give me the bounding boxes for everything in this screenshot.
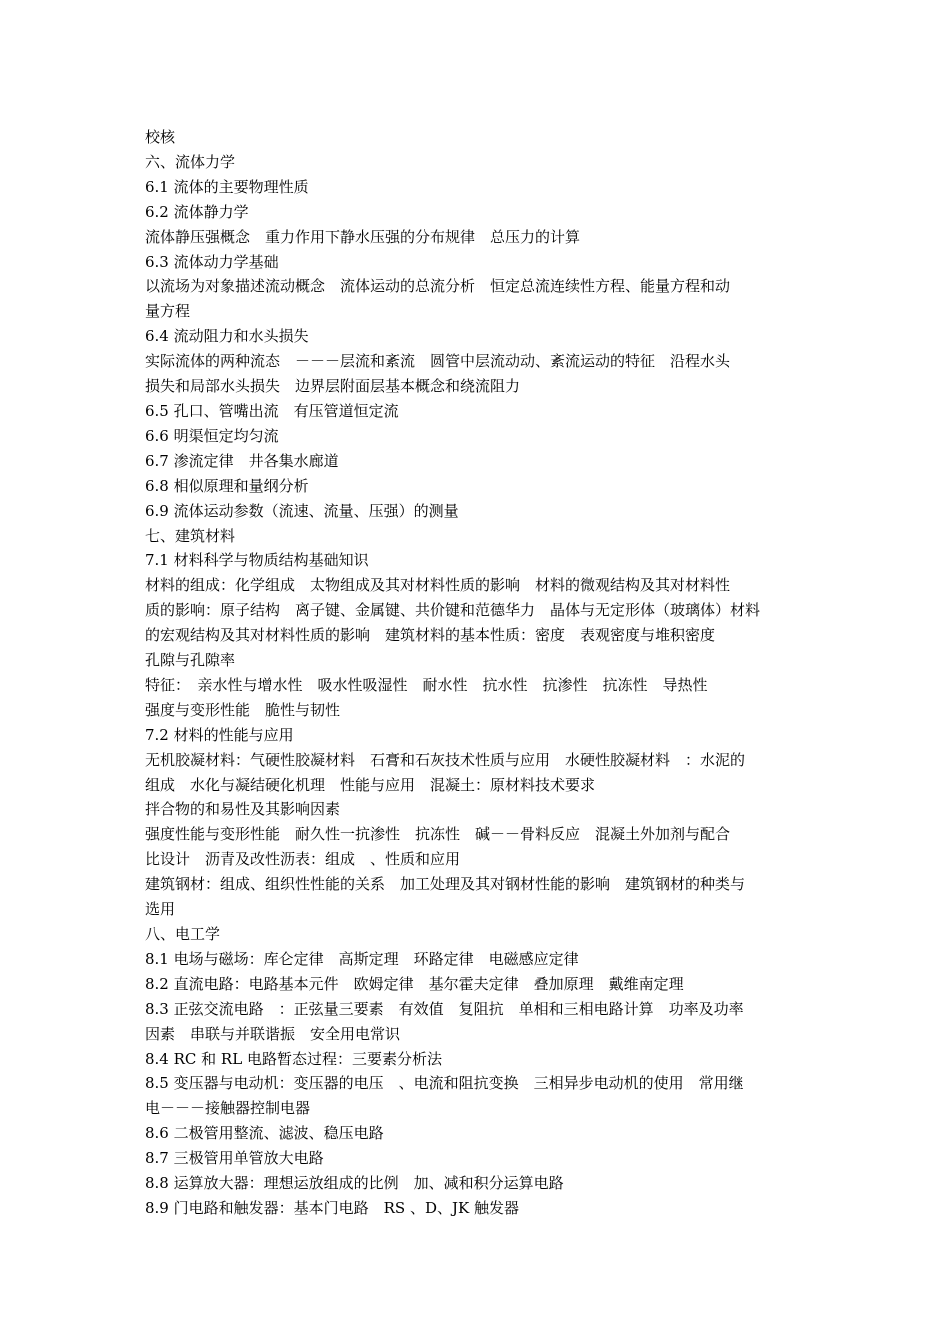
document-body: [145, 125, 810, 1221]
text-line: 量方程: [145, 302, 191, 321]
subsection-heading: 6.6 明渠恒定均匀流: [145, 426, 279, 445]
section-heading: 六、流体力学: [145, 152, 236, 171]
text-line: 损失和局部水头损失 边界层附面层基本概念和绕流阻力: [145, 377, 521, 396]
subsection-heading: 6.1 流体的主要物理性质: [145, 177, 309, 196]
text-line: 以流场为对象描述流动概念 流体运动的总流分析 恒定总流连续性方程、能量方程和动: [145, 277, 731, 296]
section-heading: 七、建筑材料: [145, 526, 236, 545]
text-line: 强度与变形性能 脆性与韧性: [145, 700, 341, 719]
subsection-heading: 6.5 孔口、管嘴出流 有压管道恒定流: [145, 401, 399, 420]
subsection-heading: 7.1 材料科学与物质结构基础知识: [145, 551, 369, 570]
text-line: 实际流体的两种流态 －－－层流和紊流 圆管中层流动动、紊流运动的特征 沿程水头: [145, 352, 731, 371]
text-line: 选用: [145, 900, 176, 919]
text-line: 强度性能与变形性能 耐久性一抗渗性 抗冻性 碱－－骨料反应 混凝土外加剂与配合: [145, 825, 731, 844]
text-line: 校核: [145, 128, 176, 146]
subsection-heading: 8.4 RC 和 RL 电路暂态过程：三要素分析法: [145, 1049, 442, 1068]
subsection-heading: 6.8 相似原理和量纲分析: [145, 476, 309, 495]
section-heading: 八、电工学: [145, 925, 221, 943]
subsection-heading: 6.2 流体静力学: [145, 202, 249, 221]
subsection-heading: 8.2 直流电路：电路基本元件 欧姆定律 基尔霍夫定律 叠加原理 戴维南定理: [145, 974, 684, 993]
subsection-heading: 8.5 变压器与电动机：变压器的电压 、电流和阻抗变换 三相异步电动机的使用 常用继: [145, 1074, 744, 1093]
text-line: 材料的组成：化学组成 太物组成及其对材料性质的影响 材料的微观结构及其对材料性: [145, 576, 731, 595]
text-line: 特征： 亲水性与增水性 吸水性吸湿性 耐水性 抗水性 抗渗性 抗冻性 导热性: [145, 675, 708, 694]
text-line: 孔隙与孔隙率: [145, 651, 236, 670]
subsection-heading: 8.8 运算放大器：理想运放组成的比例 加、减和积分运算电路: [145, 1174, 564, 1193]
text-line: 因素 串联与并联谐振 安全用电常识: [145, 1024, 401, 1043]
subsection-heading: 8.3 正弦交流电路 ：正弦量三要素 有效值 复阻抗 单相和三相电路计算 功率及功率: [145, 999, 744, 1018]
text-line: 质的影响：原子结构 离子键、金属键、共价键和范德华力 晶体与无定形体（玻璃体）材料: [145, 601, 761, 620]
text-line: 电－－－接触器控制电器: [145, 1099, 311, 1118]
text-line: 比设计 沥青及改性沥表：组成 、性质和应用: [145, 850, 461, 869]
subsection-heading: 8.1 电场与磁场：库仑定律 高斯定理 环路定律 电磁感应定律: [145, 949, 579, 968]
subsection-heading: 8.7 三极管用单管放大电路: [145, 1149, 324, 1168]
text-line: 的宏观结构及其对材料性质的影响 建筑材料的基本性质：密度 表观密度与堆积密度: [145, 626, 716, 645]
subsection-heading: 6.4 流动阻力和水头损失: [145, 327, 309, 346]
text-line: 组成 水化与凝结硬化机理 性能与应用 混凝土：原材料技术要求: [145, 775, 596, 794]
text-line: 建筑钢材：组成、组织性性能的关系 加工处理及其对钢材性能的影响 建筑钢材的种类与: [145, 875, 746, 894]
text-line: 流体静压强概念 重力作用下静水压强的分布规律 总压力的计算: [145, 227, 581, 246]
subsection-heading: 6.3 流体动力学基础: [145, 252, 279, 271]
subsection-heading: 8.6 二极管用整流、滤波、稳压电路: [145, 1124, 384, 1143]
subsection-heading: 8.9 门电路和触发器：基本门电路 RS 、D、JK 触发器: [145, 1198, 519, 1217]
text-line: 拌合物的和易性及其影响因素: [145, 800, 341, 819]
subsection-heading: 7.2 材料的性能与应用: [145, 725, 294, 744]
subsection-heading: 6.7 渗流定律 井各集水廊道: [145, 451, 339, 470]
subsection-heading: 6.9 流体运动参数（流速、流量、压强）的测量: [145, 501, 459, 520]
text-line: 无机胶凝材料：气硬性胶凝材料 石膏和石灰技术性质与应用 水硬性胶凝材料 ：水泥的: [145, 750, 746, 769]
